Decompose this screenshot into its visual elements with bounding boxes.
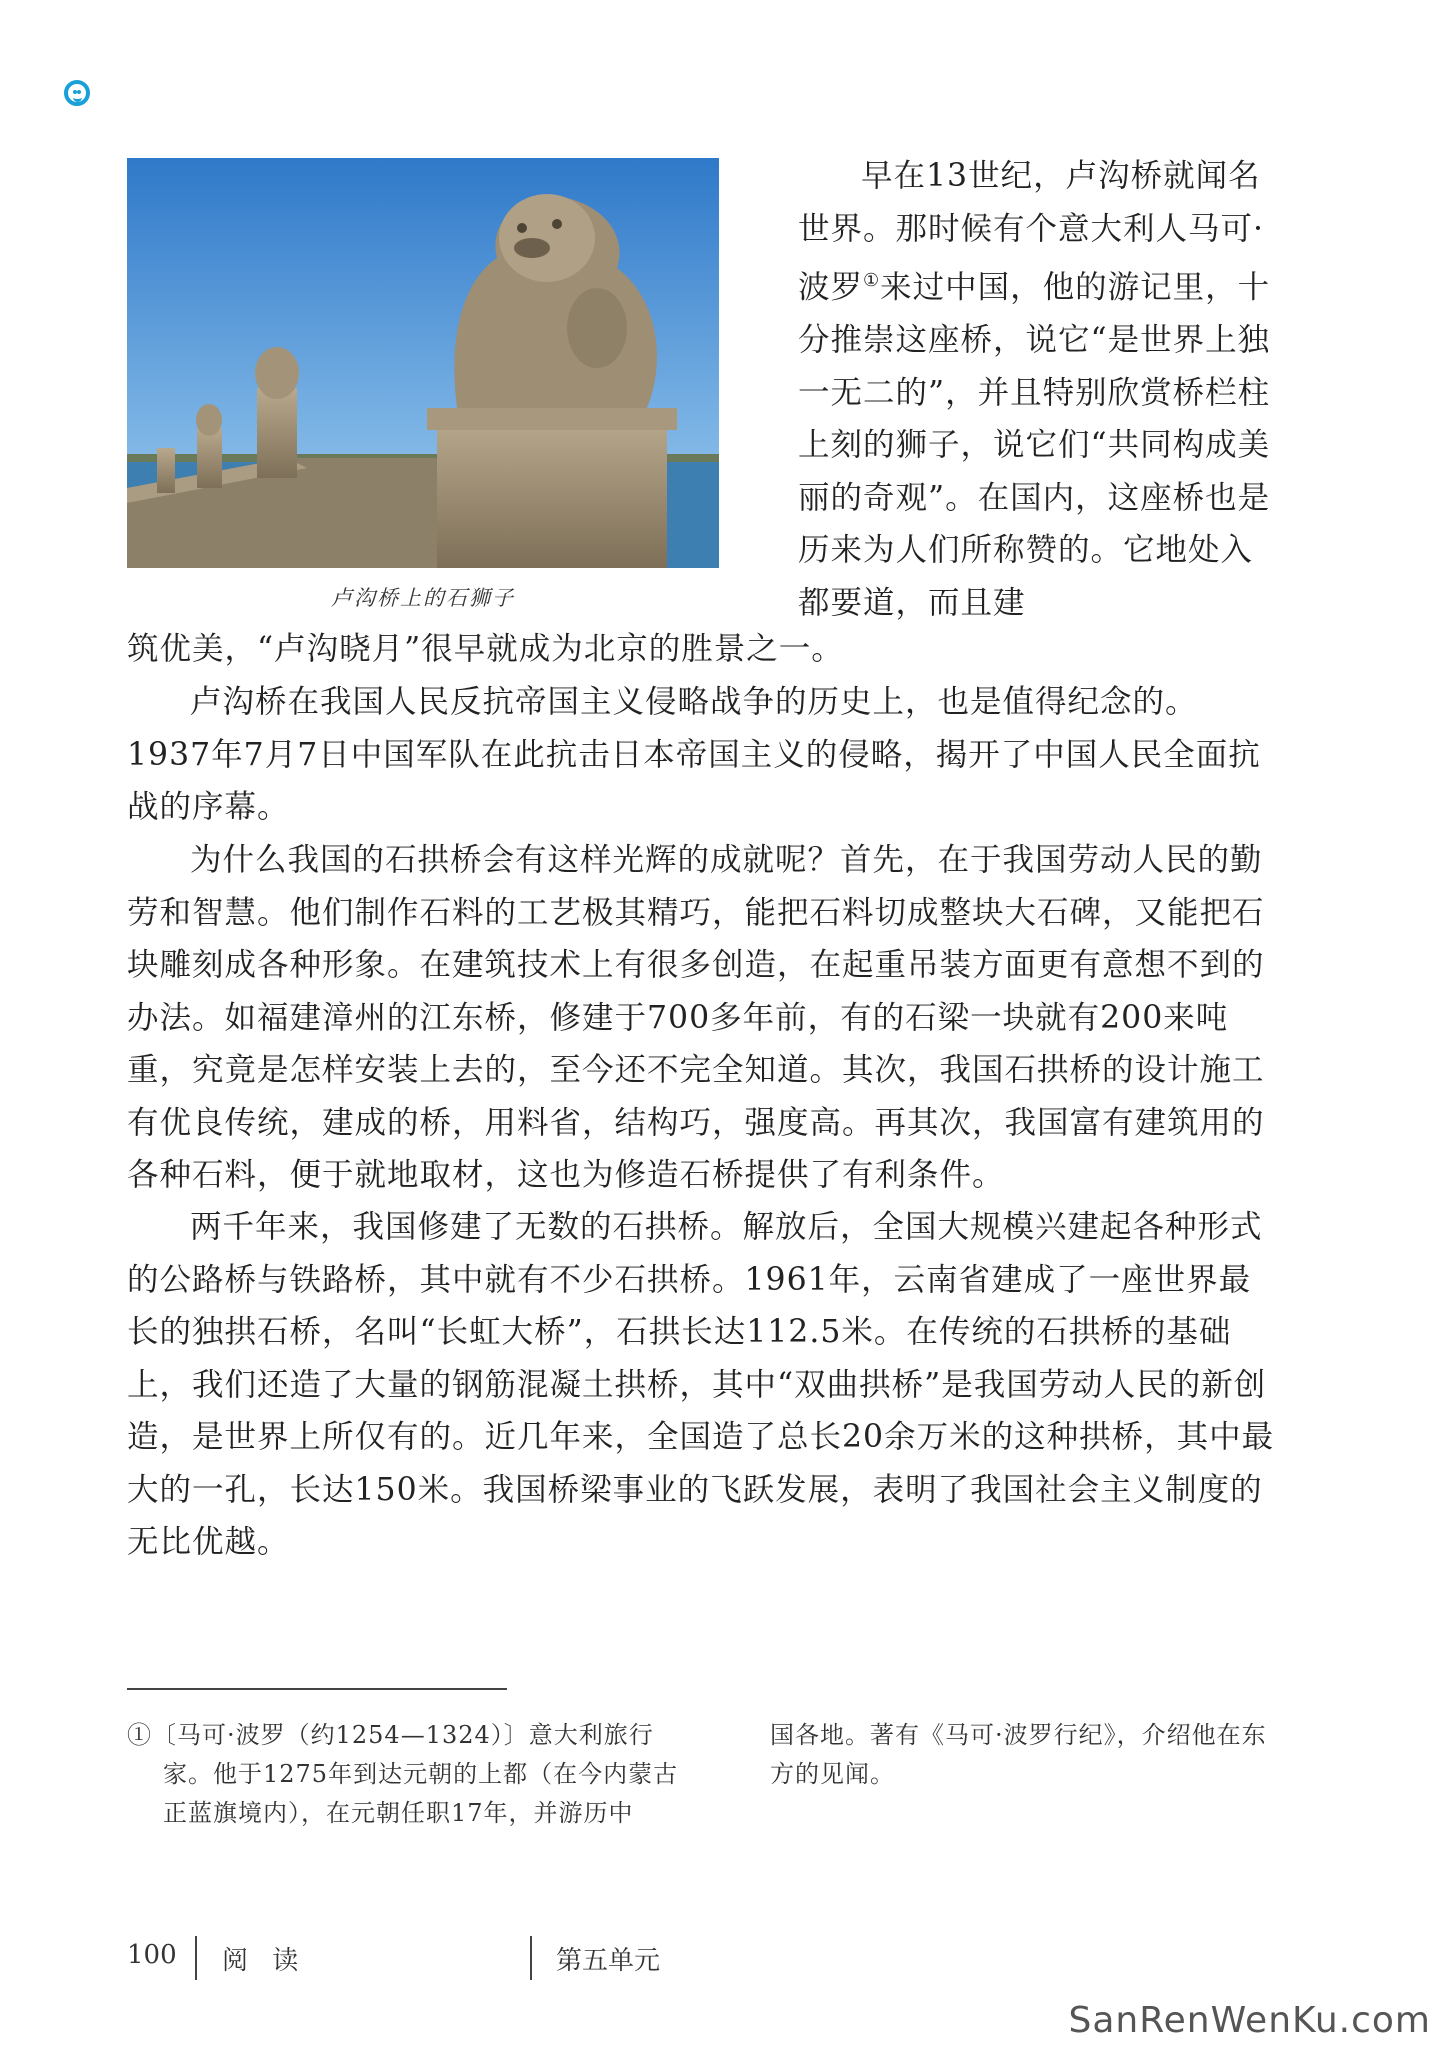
footnote-left [127,1716,687,1833]
footer-divider-right [530,1936,532,1980]
footnote-right: 国各地。著有《马可·波罗行纪》，介绍他在东方的见闻。 [770,1721,1267,1788]
paragraph-3-text: 为什么我国的石拱桥会有这样光辉的成就呢？首先，在于我国劳动人民的勤劳和智慧。他们制作石料的工艺极其精巧，能把石料切成整块大石碑，又能把石块雕刻成各种形象。在建筑技术上有很多创造，在起重吊装方面更有意想不到的办法。如福建漳州的江东桥，修建于700多年前，有的石梁一块就有200来吨重，究竟是怎样安装上去的，至今还不完全知道。其次，我国石拱桥的设计施工有优良传统，建成的桥，用料省，结构巧，强度高。再其次，我国富有建筑用的各种石料，便于就地取材，这也为修造石桥提供了有利条件。 [127,842,1265,1193]
footnote-divider [127,1688,507,1690]
footer-unit: 第五单元 [556,1946,661,1976]
footnote-left-cont: 家。他于1275年到达元朝的上都（在今内蒙古正蓝旗境内），在元朝任职17年，并游历中 [163,1760,679,1827]
footnote-first-line: ①〔马可·波罗（约1254—1324）〕意大利旅行 [127,1721,654,1749]
paragraph-1-text: 早在13世纪，卢沟桥就闻名世界。那时候有个意大利人马可·波罗 [798,158,1265,306]
paragraph-1-tail: 筑优美，“卢沟晓月”很早就成为北京的胜景之一。 [127,631,844,667]
footnote-ref[interactable]: ① [863,270,881,291]
paragraph-2 [127,676,1277,834]
stone-lion-illustration [127,158,719,568]
paragraph-3 [127,834,1277,1202]
footer-divider-left [195,1936,197,1980]
stone-lion-photo [127,158,719,568]
paragraph-1-right [798,150,1276,629]
paragraph-4 [127,1201,1277,1569]
smiley-icon [64,80,90,106]
paragraph-4-text: 两千年来，我国修建了无数的石拱桥。解放后，全国大规模兴建起各种形式的公路桥与铁路桥，其中就有不少石拱桥。1961年，云南省建成了一座世界最长的独拱石桥，名叫“长虹大桥”，石拱长达112.5米。在传统的石拱桥的基础上，我们还造了大量的钢筋混凝土拱桥，其中“双曲拱桥”是我国劳动人民的新创造，是世界上所仅有的。近几年来，全国造了总长20余万米的这种拱桥，其中最大的一孔，长达150米。我国桥梁事业的飞跃发展，表明了我国社会主义制度的无比优越。 [127,1209,1275,1560]
paragraph-2-text: 卢沟桥在我国人民反抗帝国主义侵略战争的历史上，也是值得纪念的。1937年7月7日中国军队在此抗击日本帝国主义的侵略，揭开了中国人民全面抗战的序幕。 [127,684,1261,825]
page-number: 100 [127,1940,177,1970]
smiley-mouth [73,93,82,102]
paragraph-1-text-cont: 来过中国，他的游记里，十分推崇这座桥，说它“是世界上独一无二的”，并且特别欣赏桥栏柱上刻的狮子，说它们“共同构成美丽的奇观”。在国内，这座桥也是历来为人们所称赞的。它地处入都要道，而且建 [798,269,1271,621]
watermark: SanRenWenKu.com [1068,2000,1431,2041]
footer-section: 阅 读 [222,1946,307,1976]
photo-caption: 卢沟桥上的石狮子 [331,586,515,610]
